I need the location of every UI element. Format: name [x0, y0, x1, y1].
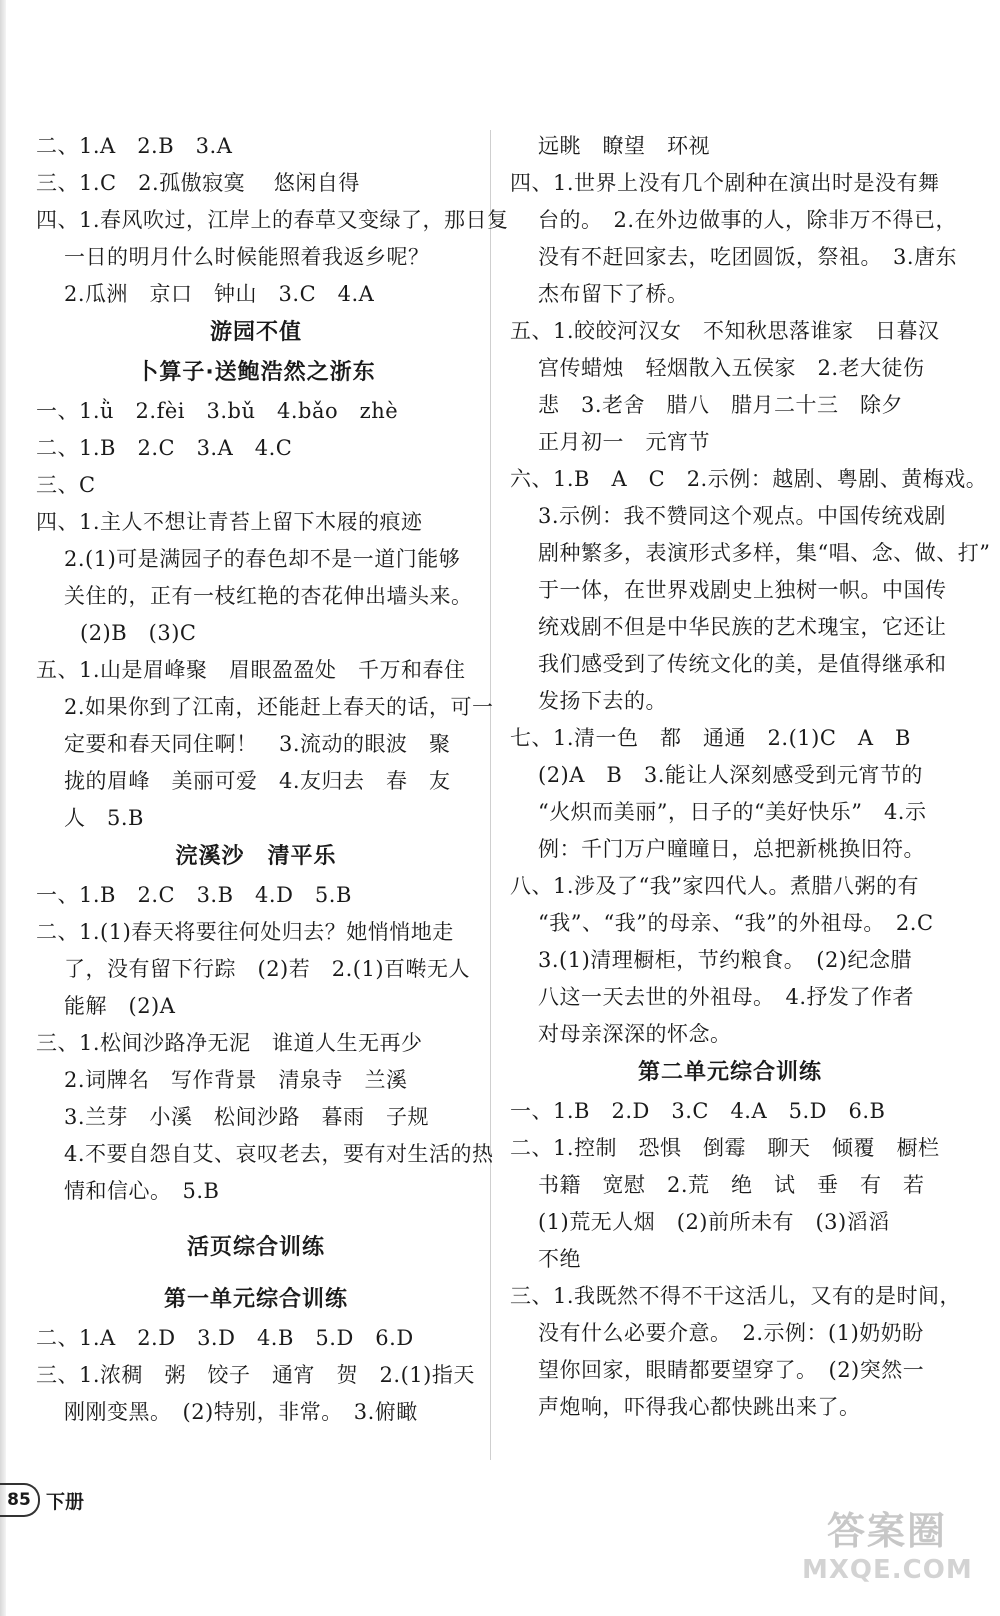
answer-line: 4.不要自怨自艾、哀叹老去，要有对生活的热 [64, 1142, 494, 1166]
answer-line: 三、C [36, 473, 96, 497]
answer-line: 二、1.A 2.D 3.D 4.B 5.D 6.D [36, 1326, 414, 1350]
answer-line: 对母亲深深的怀念。 [538, 1022, 732, 1046]
answer-line: 三、1.C 2.孤傲寂寞 悠闲自得 [36, 171, 360, 195]
answer-line: 拢的眉峰 美丽可爱 4.友归去 春 友 [64, 769, 451, 793]
page-spine-shadow [0, 0, 6, 1616]
answer-line: 于一体，在世界戏剧史上独树一帜。中国传 [538, 578, 947, 602]
page-footer [0, 1480, 84, 1520]
watermark-url: MXQE.COM [802, 1555, 973, 1585]
answer-line: 五、1.皎皎河汉女 不知秋思落谁家 日暮汉 [510, 319, 940, 343]
answer-line: 了，没有留下行踪 (2)若 2.(1)百啭无人 [64, 957, 471, 981]
section-title-unit-one: 第一单元综合训练 [163, 1287, 348, 1312]
answer-line: 没有什么必要介意。 2.示例：(1)奶奶盼 [538, 1321, 924, 1345]
answer-line: “我”、“我”的母亲、“我”的外祖母。 2.C [538, 911, 934, 935]
answer-line: “火炽而美丽”，日子的“美好快乐” 4.示 [538, 800, 927, 824]
answer-line: 杰布留下了桥。 [538, 282, 689, 306]
answer-line: 情和信心。 5.B [64, 1179, 220, 1203]
answer-line: 七、1.清一色 都 通通 2.(1)C A B [510, 726, 911, 750]
answer-line: 四、1.春风吹过，江岸上的春草又变绿了，那日复 [36, 208, 509, 232]
answer-line: 三、1.松间沙路净无泥 谁道人生无再少 [36, 1031, 423, 1055]
answer-line: 统戏剧不但是中华民族的艺术瑰宝，它还让 [538, 615, 947, 639]
section-title-huoye: 活页综合训练 [186, 1235, 325, 1260]
answer-line: 一、1.ǜ 2.fèi 3.bǔ 4.bǎo zhè [36, 399, 399, 423]
answer-line: (1)荒无人烟 (2)前所未有 (3)滔滔 [538, 1210, 890, 1234]
answer-line: 台的。 2.在外边做事的人，除非万不得已， [538, 208, 958, 232]
answer-line: 远眺 瞭望 环视 [538, 134, 710, 158]
answer-line: 3.(1)清理橱柜，节约粮食。 (2)纪念腊 [538, 948, 913, 972]
answer-line: 二、1.B 2.C 3.A 4.C [36, 436, 293, 460]
answer-line: 3.示例：我不赞同这个观点。中国传统戏剧 [538, 504, 947, 528]
answer-line: 八这一天去世的外祖母。 4.抒发了作者 [538, 985, 915, 1009]
answer-line: 能解 (2)A [64, 994, 176, 1018]
answer-line: 书籍 宽慰 2.荒 绝 试 垂 有 若 [538, 1173, 925, 1197]
answer-line: 3.兰芽 小溪 松间沙路 暮雨 子规 [64, 1105, 430, 1129]
answer-line: 悲 3.老舍 腊八 腊月二十三 除夕 [538, 393, 904, 417]
answer-line: 一、1.B 2.C 3.B 4.D 5.B [36, 883, 352, 907]
volume-label: 下册 [46, 1490, 85, 1513]
answer-line: 2.(1)可是满园子的春色却不是一道门能够 [64, 547, 461, 571]
right-column [510, 128, 991, 1426]
answer-line: 发扬下去的。 [538, 689, 667, 713]
answer-line: 声炮响，吓得我心都快跳出来了。 [538, 1395, 861, 1419]
answer-line: 2.词牌名 写作背景 清泉寺 兰溪 [64, 1068, 408, 1092]
section-title-youyuan-buzhi: 游园不值 [209, 320, 302, 345]
answer-line: 2.如果你到了江南，还能赶上春天的话，可一 [64, 695, 494, 719]
answer-line: 四、1.主人不想让青苔上留下木屐的痕迹 [36, 510, 423, 534]
answer-line: 人 5.B [64, 806, 144, 830]
section-title-busuanzi: 卜算子·送鲍浩然之浙东 [136, 360, 376, 385]
answer-line: 宫传蜡烛 轻烟散入五侯家 2.老大徒伤 [538, 356, 925, 380]
column-divider [490, 130, 491, 1460]
section-title-unit-two: 第二单元综合训练 [637, 1060, 822, 1085]
answer-line: 望你回家，眼睛都要望穿了。 (2)突然一 [538, 1358, 925, 1382]
watermark-logo: 答案圈 [826, 1509, 947, 1553]
section-title-huanxisha: 浣溪沙 清平乐 [175, 844, 337, 869]
answer-line: 定要和春天同住啊！ 3.流动的眼波 聚 [64, 732, 451, 756]
watermark [802, 1500, 972, 1600]
answer-line: 五、1.山是眉峰聚 眉眼盈盈处 千万和春住 [36, 658, 466, 682]
answer-line: 剧种繁多，表演形式多样，集“唱、念、做、打” [538, 541, 991, 565]
answer-line: 一日的明月什么时候能照着我返乡呢？ [64, 245, 430, 269]
answer-line: 2.瓜洲 京口 钟山 3.C 4.A [64, 282, 375, 306]
answer-line: 二、1.控制 恐惧 倒霉 聊天 倾覆 橱栏 [510, 1136, 940, 1160]
page-number: 85 [0, 1483, 40, 1517]
left-column [36, 128, 509, 1431]
answer-line: 正月初一 元宵节 [538, 430, 710, 454]
answer-line: (2)A B 3.能让人深刻感受到元宵节的 [538, 763, 923, 787]
answer-line: 一、1.B 2.D 3.C 4.A 5.D 6.B [510, 1099, 886, 1123]
answer-line: 刚刚变黑。 (2)特别，非常。 3.俯瞰 [64, 1400, 418, 1424]
answer-line: (2)B (3)C [80, 621, 197, 645]
answer-line: 例：千门万户曈曈日，总把新桃换旧符。 [538, 837, 925, 861]
answer-line: 关住的，正有一枝红艳的杏花伸出墙头来。 [64, 584, 473, 608]
answer-line: 没有不赶回家去，吃团圆饭，祭祖。 3.唐东 [538, 245, 958, 269]
answer-line: 二、1.(1)春天将要往何处归去？她悄悄地走 [36, 920, 454, 944]
answer-line: 不绝 [538, 1247, 581, 1271]
answer-line: 我们感受到了传统文化的美，是值得继承和 [538, 652, 947, 676]
answer-line: 二、1.A 2.B 3.A [36, 134, 233, 158]
answer-line: 六、1.B A C 2.示例：越剧、粤剧、黄梅戏。 [510, 467, 988, 491]
answer-line: 三、1.浓稠 粥 饺子 通宵 贺 2.(1)指天 [36, 1363, 475, 1387]
answer-line: 三、1.我既然不得不干这活儿，又有的是时间， [510, 1284, 962, 1308]
answer-line: 八、1.涉及了“我”家四代人。煮腊八粥的有 [510, 874, 920, 898]
answer-line: 四、1.世界上没有几个剧种在演出时是没有舞 [510, 171, 940, 195]
